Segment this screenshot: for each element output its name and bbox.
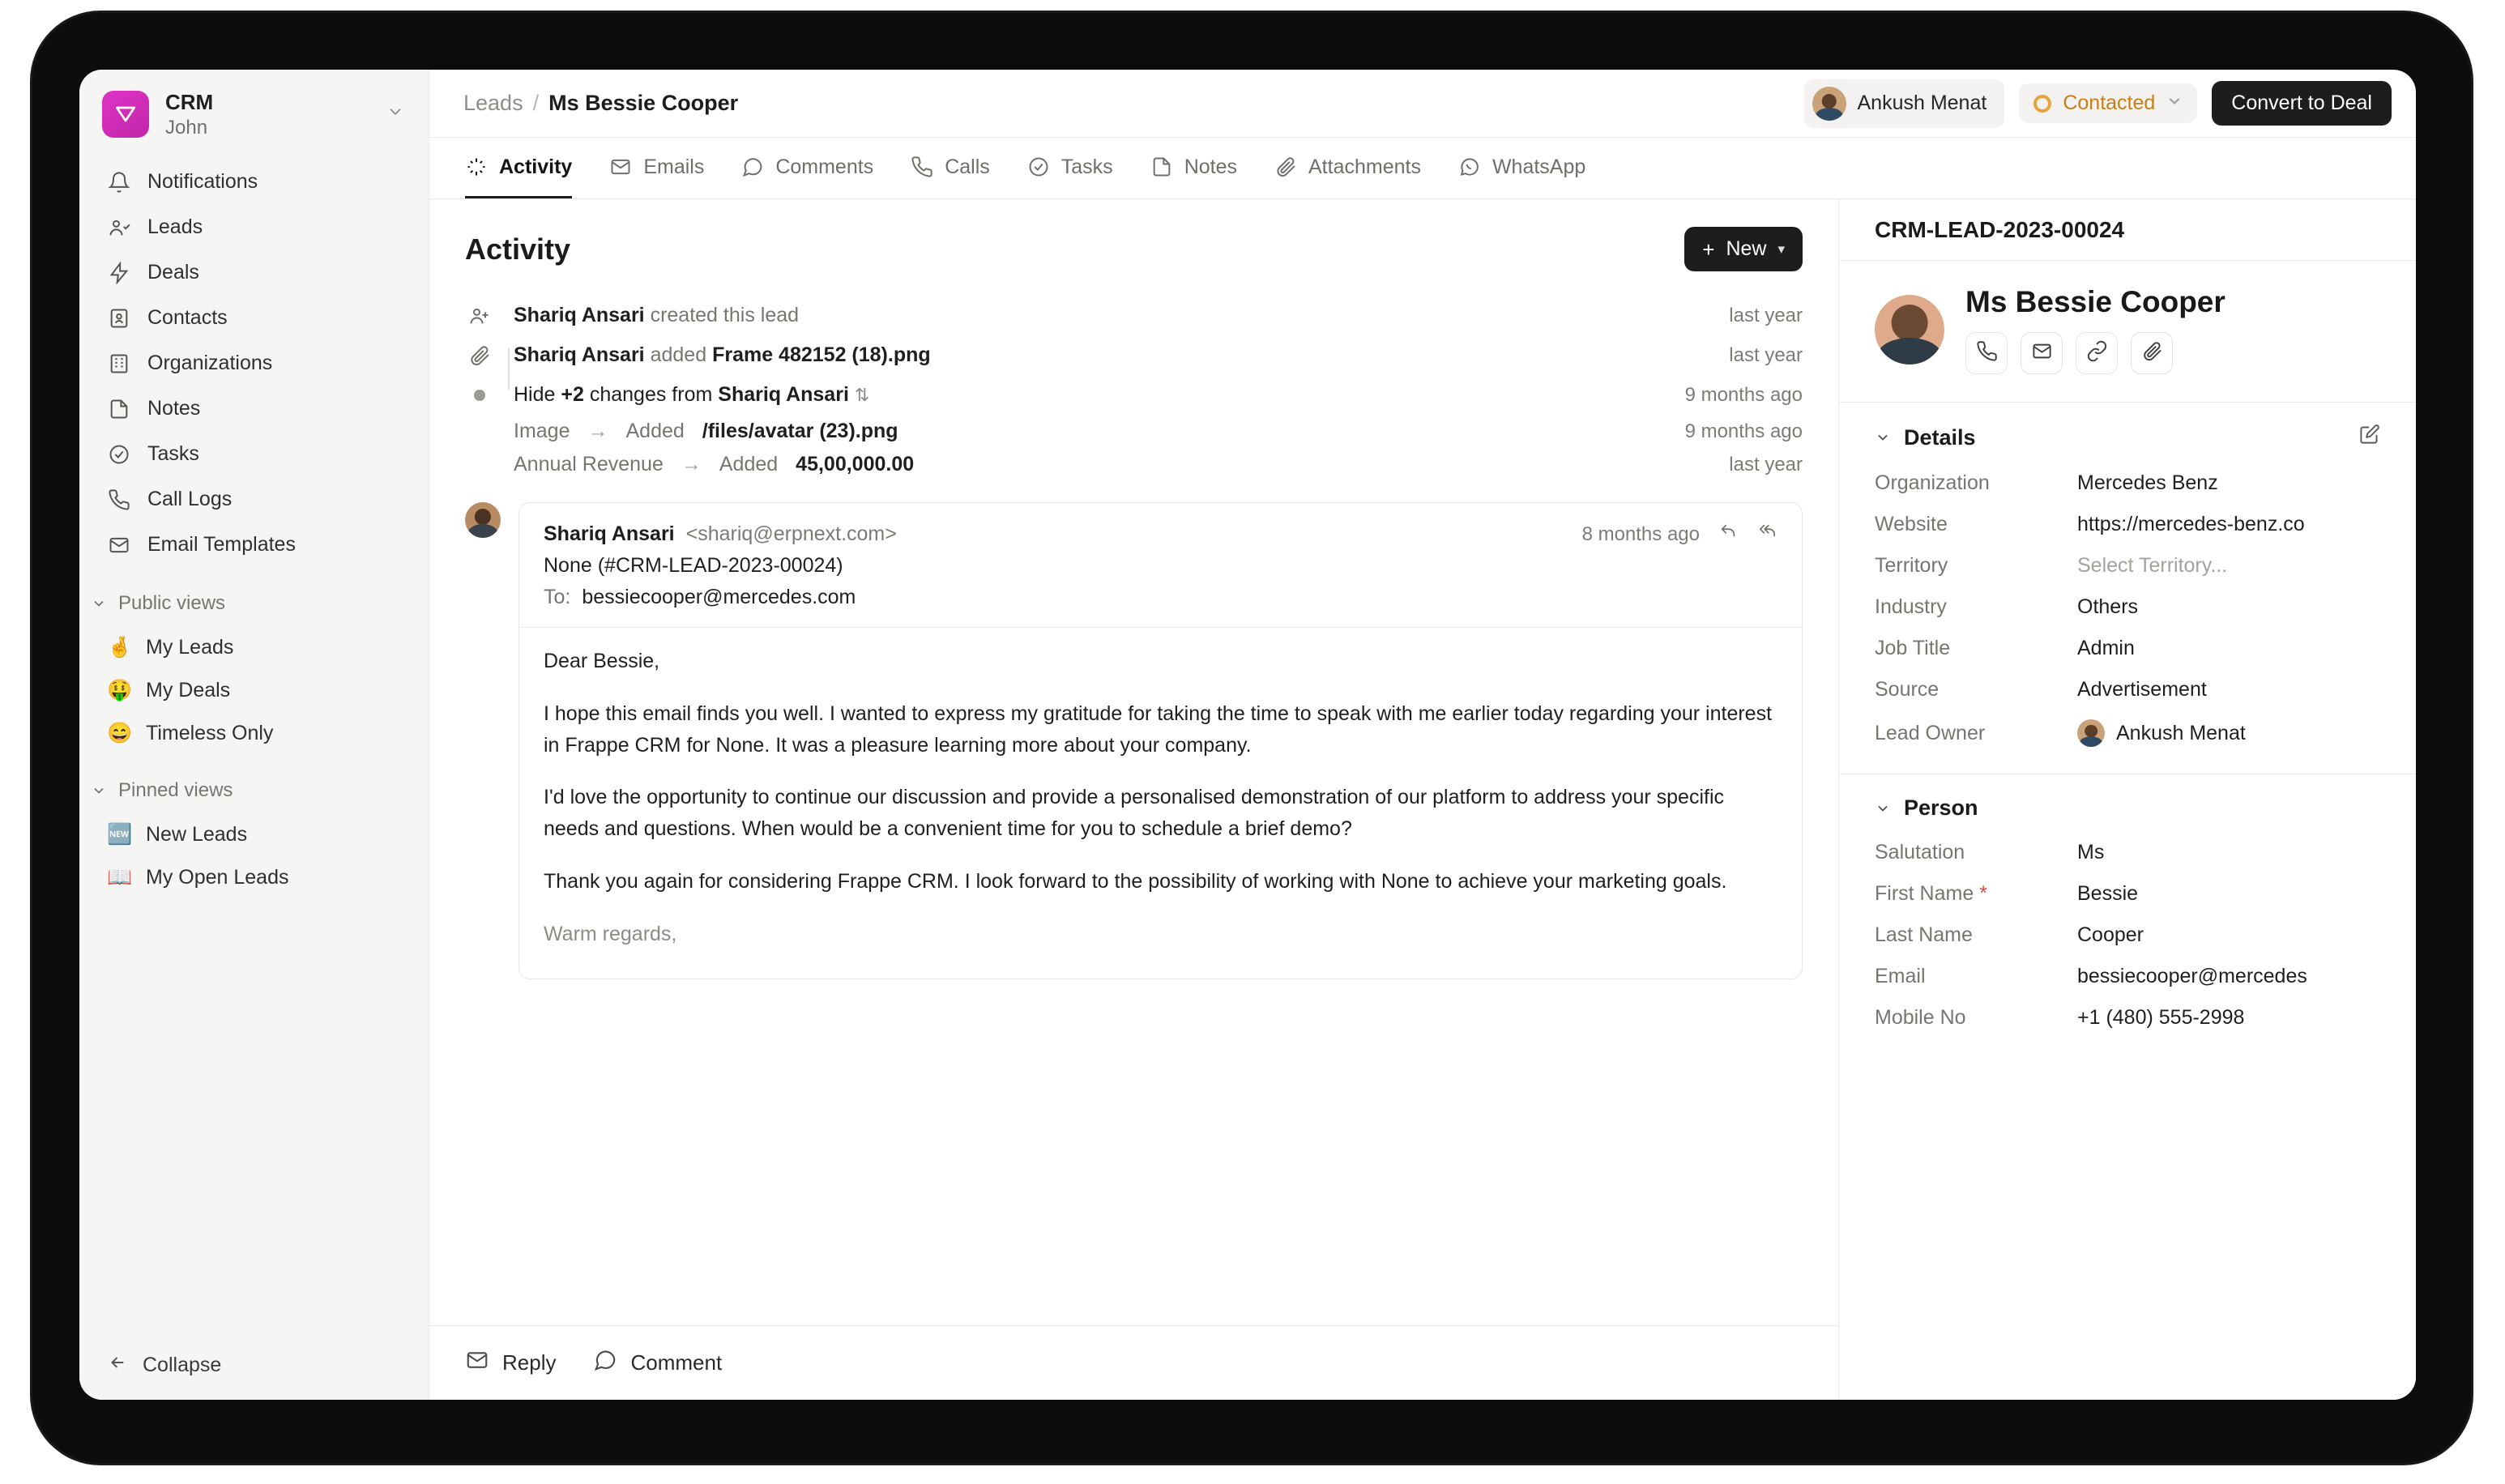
to-label: To: — [544, 586, 571, 608]
public-views-list — [79, 623, 429, 755]
tab-comments[interactable] — [741, 138, 873, 198]
person-section-header[interactable] — [1839, 774, 2416, 832]
plus-icon: + — [1702, 237, 1715, 262]
field-value: Ankush Menat — [2116, 721, 2246, 744]
sidebar-item-label: Organizations — [147, 352, 273, 374]
change-value: 45,00,000.00 — [796, 453, 915, 475]
pinned-views-header[interactable] — [79, 766, 429, 810]
status-label: Contacted — [2063, 92, 2156, 114]
view-emoji-icon: 🤑 — [107, 678, 133, 701]
timeline-item — [465, 335, 1803, 375]
sidebar-item-label: Call Logs — [147, 488, 233, 510]
pinned-views-title: Pinned views — [118, 778, 233, 801]
chevron-down-icon — [91, 783, 107, 799]
change-action: Added — [625, 420, 685, 442]
timeline-dot-icon — [465, 390, 494, 401]
workspace-switcher[interactable] — [79, 70, 429, 156]
view-item-my-open-leads[interactable] — [96, 856, 412, 899]
activity-header — [465, 227, 1803, 271]
top-bar-actions — [1804, 79, 2392, 128]
activity-timeline — [465, 296, 1803, 481]
brand-username: John — [165, 116, 208, 139]
reply-label: Reply — [502, 1350, 557, 1375]
change-field: Image — [514, 420, 570, 442]
collapse-label: Collapse — [143, 1354, 222, 1376]
sidebar-item-deals[interactable] — [96, 250, 412, 296]
sidebar — [79, 70, 429, 1400]
tab-label: Attachments — [1308, 155, 1421, 178]
chevron-down-icon — [2166, 93, 2183, 113]
chevron-down-icon: ▾ — [1777, 241, 1785, 257]
organizations-icon — [107, 352, 131, 376]
field-label: Organization — [1875, 471, 1990, 494]
sidebar-item-contacts[interactable] — [96, 296, 412, 341]
new-activity-button[interactable] — [1684, 227, 1803, 271]
field-label: Salutation — [1875, 841, 1965, 864]
activity-scroll-area[interactable] — [429, 199, 1838, 1325]
field-first-name[interactable] — [1839, 873, 2416, 915]
email-icon — [609, 156, 632, 178]
brand-text — [165, 89, 370, 140]
attachment-icon — [1274, 156, 1297, 178]
activity-pane — [429, 199, 1839, 1400]
phone-icon — [911, 156, 933, 178]
sidebar-item-label: Leads — [147, 215, 203, 238]
field-mobile-no[interactable] — [1839, 997, 2416, 1038]
field-value: bessiecooper@mercedes — [2077, 965, 2307, 987]
crm-app-window — [79, 70, 2416, 1400]
avatar[interactable] — [1875, 295, 1944, 365]
field-value-wrap — [2077, 719, 2246, 747]
view-item-label: My Open Leads — [146, 865, 289, 889]
timeline-time: last year — [1729, 453, 1803, 475]
public-views-header[interactable] — [79, 579, 429, 623]
leads-icon — [107, 215, 131, 240]
tab-label: Emails — [643, 155, 705, 178]
email-activity-item — [465, 502, 1803, 979]
timeline-change-row — [465, 415, 1803, 448]
email-body — [544, 628, 1777, 949]
field-lead-owner[interactable] — [1839, 710, 2416, 756]
chevron-down-icon — [91, 595, 107, 612]
chevron-updown-icon: ⇅ — [854, 385, 870, 405]
new-button-label: New — [1726, 237, 1767, 260]
email-sender: Shariq Ansari — [544, 522, 675, 545]
attachment-icon — [465, 344, 494, 367]
change-value: /files/avatar (23).png — [702, 420, 898, 442]
record-person-header — [1839, 261, 2416, 403]
sidebar-item-organizations[interactable] — [96, 341, 412, 386]
field-label: Website — [1875, 513, 1948, 535]
field-territory[interactable] — [1839, 545, 2416, 586]
change-action: Added — [719, 453, 779, 475]
assignee-chip[interactable] — [1804, 79, 2005, 128]
timeline-time: last year — [1729, 304, 1803, 326]
change-text — [514, 453, 1709, 476]
timeline-object: Frame 482152 (18).png — [712, 343, 931, 366]
whatsapp-icon — [1458, 156, 1481, 178]
tab-notes[interactable] — [1150, 138, 1237, 198]
timeline-actor: Shariq Ansari — [514, 304, 645, 326]
arrow-right-icon: → — [681, 453, 702, 475]
sidebar-item-label: Email Templates — [147, 533, 296, 556]
field-label: Mobile No — [1875, 1006, 1966, 1029]
field-label: Email — [1875, 965, 1926, 987]
required-indicator: * — [1979, 882, 1987, 905]
record-id: CRM-LEAD-2023-00024 — [1839, 199, 2416, 261]
tab-bar — [429, 138, 2416, 199]
email-card[interactable] — [518, 502, 1803, 979]
view-item-new-leads[interactable] — [96, 813, 412, 856]
tab-label: Tasks — [1060, 155, 1113, 178]
field-value: Cooper — [2077, 923, 2144, 946]
email-paragraph: I'd love the opportunity to continue our discussion and provide a personalised demonstration of our platform to address your specific needs and questions. When would be a convenient time for you to schedule a brief demo? — [544, 786, 1724, 840]
email-paragraph: Warm regards, — [544, 922, 677, 945]
email-time: 8 months ago — [1581, 522, 1700, 545]
field-value: +1 (480) 555-2998 — [2077, 1006, 2245, 1029]
breadcrumb-separator: / — [532, 91, 540, 115]
collapse-sidebar-button[interactable] — [79, 1331, 429, 1400]
mail-icon — [107, 533, 131, 557]
note-icon — [1150, 156, 1173, 178]
field-value: Select Territory... — [2077, 554, 2228, 577]
page-title: Activity — [465, 232, 571, 266]
tab-attachments[interactable] — [1274, 138, 1421, 198]
convert-to-deal-button[interactable]: Convert to Deal — [2212, 81, 2392, 126]
field-organization[interactable] — [1839, 463, 2416, 504]
pinned-views-list — [79, 810, 429, 899]
tab-label: Notes — [1184, 155, 1237, 178]
field-label: Territory — [1875, 554, 1948, 577]
timeline-text — [514, 343, 1709, 367]
call-action-button[interactable] — [1965, 332, 2008, 374]
view-emoji-icon: 🆕 — [107, 822, 133, 846]
notes-icon — [107, 397, 131, 421]
view-item-timeless-only[interactable] — [96, 712, 412, 755]
tab-emails[interactable] — [609, 138, 704, 198]
email-recipient-row — [544, 586, 1777, 609]
timeline-action: added — [650, 343, 707, 366]
quick-actions — [1965, 332, 2225, 374]
status-dot-icon — [2033, 95, 2051, 113]
person-name: Ms Bessie Cooper — [1965, 285, 2225, 318]
sidebar-item-call-logs[interactable] — [96, 477, 412, 522]
field-label: First Name * — [1875, 882, 1987, 905]
bell-icon — [107, 170, 131, 194]
comment-icon — [741, 156, 764, 178]
assignee-name: Ankush Menat — [1857, 92, 1987, 114]
field-label: Source — [1875, 678, 1940, 701]
phone-icon — [107, 488, 131, 512]
view-item-label: Timeless Only — [146, 721, 274, 744]
main-area — [429, 70, 2416, 1400]
change-count: +2 — [561, 383, 584, 406]
sidebar-item-notifications[interactable] — [96, 160, 412, 205]
email-paragraph: Thank you again for considering Frappe CRM. I look forward to the possibility of working with None to achieve your marketing goals. — [544, 869, 1727, 893]
field-website[interactable] — [1839, 504, 2416, 545]
sidebar-item-label: Notifications — [147, 170, 258, 193]
email-paragraph: Dear Bessie, — [544, 650, 660, 672]
tab-activity[interactable] — [465, 138, 572, 198]
field-source[interactable] — [1839, 669, 2416, 710]
timeline-time: 9 months ago — [1684, 383, 1803, 406]
link-icon — [2086, 340, 2108, 366]
phone-icon — [1976, 340, 1998, 366]
task-icon — [1027, 156, 1050, 178]
attachment-icon — [2141, 340, 2163, 366]
email-action-button[interactable] — [2021, 332, 2063, 374]
composer-bar — [429, 1325, 1838, 1400]
field-last-name[interactable] — [1839, 915, 2416, 956]
sidebar-item-email-templates[interactable] — [96, 522, 412, 568]
tab-label: Comments — [775, 155, 874, 178]
timeline-text — [514, 304, 1709, 327]
person-title: Person — [1904, 795, 1978, 820]
group-actor: Shariq Ansari — [718, 383, 849, 406]
view-emoji-icon: 😄 — [107, 721, 133, 744]
activity-icon — [465, 156, 488, 178]
field-label: Industry — [1875, 595, 1947, 618]
comment-label: Comment — [630, 1350, 723, 1375]
sidebar-item-label: Contacts — [147, 306, 228, 329]
field-value: Bessie — [2077, 882, 2139, 905]
email-header — [544, 522, 1777, 546]
field-value: Advertisement — [2077, 678, 2207, 701]
arrow-right-icon: → — [587, 420, 608, 442]
view-item-my-leads[interactable] — [96, 626, 412, 669]
person-add-icon — [465, 305, 494, 327]
timeline-change-row — [465, 448, 1803, 481]
view-emoji-icon: 📖 — [107, 865, 133, 889]
field-job-title[interactable] — [1839, 628, 2416, 669]
details-title: Details — [1904, 424, 1976, 450]
change-field: Annual Revenue — [514, 453, 664, 475]
timeline-item — [465, 296, 1803, 335]
avatar — [2077, 719, 2105, 747]
email-sender-address: <shariq@erpnext.com> — [685, 522, 897, 545]
tab-label: Calls — [945, 155, 990, 178]
breadcrumb-leads[interactable]: Leads — [463, 91, 523, 115]
mail-icon — [2031, 340, 2053, 366]
tab-label: Activity — [499, 155, 573, 178]
reply-all-icon[interactable] — [1756, 522, 1777, 546]
email-subject: None (#CRM-LEAD-2023-00024) — [544, 554, 843, 577]
breadcrumb-current: Ms Bessie Cooper — [548, 91, 739, 115]
field-value: Admin — [2077, 637, 2135, 659]
tab-tasks[interactable] — [1027, 138, 1113, 198]
timeline-time: last year — [1729, 343, 1803, 366]
sidebar-item-label: Tasks — [147, 442, 199, 465]
deals-icon — [107, 261, 131, 285]
email-paragraph: I hope this email finds you well. I wanted to express my gratitude for taking the time to speak with me earlier today regarding your interest in Frappe CRM for None. It was a pleasure learning more about your company. — [544, 701, 1773, 757]
view-item-label: My Leads — [146, 635, 234, 659]
field-value: Others — [2077, 595, 2139, 618]
breadcrumb — [463, 91, 738, 116]
edit-details-icon[interactable] — [2358, 424, 2380, 451]
contacts-icon — [107, 306, 131, 330]
chevron-down-icon[interactable] — [386, 103, 409, 126]
field-email[interactable] — [1839, 956, 2416, 997]
email-icon — [465, 1348, 489, 1378]
public-views-title: Public views — [118, 591, 226, 614]
view-emoji-icon: 🤞 — [107, 635, 133, 659]
field-salutation[interactable] — [1839, 832, 2416, 873]
field-industry[interactable] — [1839, 586, 2416, 628]
link-action-button[interactable] — [2076, 332, 2118, 374]
details-section-header[interactable] — [1839, 403, 2416, 463]
comment-icon — [593, 1348, 617, 1378]
record-details-panel — [1839, 199, 2416, 1400]
sidebar-item-notes[interactable] — [96, 386, 412, 432]
sidebar-item-label: Notes — [147, 397, 201, 420]
comment-button[interactable] — [593, 1348, 722, 1378]
tab-label: WhatsApp — [1491, 155, 1586, 178]
chevron-down-icon — [1875, 429, 1891, 446]
reply-icon[interactable] — [1718, 522, 1739, 546]
tab-calls[interactable] — [911, 138, 990, 198]
hide-label: Hide — [514, 383, 556, 406]
timeline-time: 9 months ago — [1684, 420, 1803, 442]
avatar — [465, 502, 501, 538]
field-label: Job Title — [1875, 637, 1951, 659]
email-meta — [1582, 522, 1777, 546]
sidebar-item-label: Deals — [147, 261, 199, 284]
top-bar — [429, 70, 2416, 138]
sidebar-item-tasks[interactable] — [96, 432, 412, 477]
tab-whatsapp[interactable] — [1458, 138, 1585, 198]
person-block — [1965, 285, 2225, 374]
timeline-actor: Shariq Ansari — [514, 343, 645, 366]
email-recipient: bessiecooper@mercedes.com — [582, 586, 856, 608]
field-label: Lead Owner — [1875, 721, 1986, 744]
view-item-label: My Deals — [146, 678, 231, 701]
brand-title: CRM — [165, 90, 214, 114]
status-badge[interactable] — [2019, 83, 2197, 123]
field-label: Last Name — [1875, 923, 1973, 946]
tasks-icon — [107, 442, 131, 467]
changes-label: changes from — [589, 383, 713, 406]
timeline-group-toggle[interactable] — [465, 375, 1803, 415]
collapse-icon — [107, 1352, 128, 1379]
change-text — [514, 420, 1666, 443]
timeline-action: created this lead — [650, 304, 800, 326]
sidebar-item-leads[interactable] — [96, 205, 412, 250]
field-value: https://mercedes-benz.co — [2077, 513, 2305, 535]
view-item-my-deals[interactable] — [96, 669, 412, 712]
content-row — [429, 199, 2416, 1400]
crm-logo-icon — [102, 91, 149, 138]
field-value: Ms — [2077, 841, 2105, 864]
attachment-action-button[interactable] — [2131, 332, 2173, 374]
timeline-text — [514, 383, 1666, 407]
view-item-label: New Leads — [146, 822, 248, 846]
field-value: Mercedes Benz — [2077, 471, 2218, 494]
avatar — [1812, 87, 1846, 121]
sidebar-nav — [79, 156, 429, 568]
reply-button[interactable] — [465, 1348, 556, 1378]
chevron-down-icon — [1875, 800, 1891, 817]
